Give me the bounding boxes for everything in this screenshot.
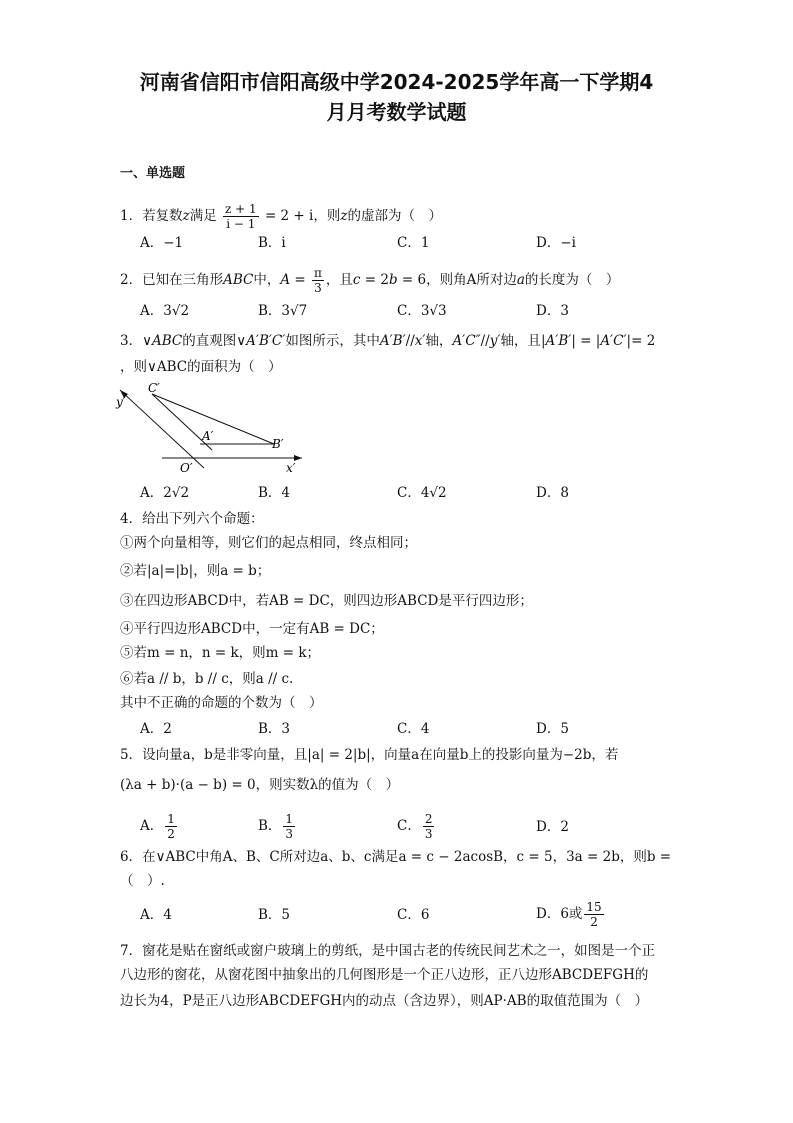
question-1: 1．若复数z满足 $\frac{z + 1}{i - 1}$ = 2 + i，则z的虚部为（ ） [120, 202, 442, 231]
q6-option-b: B．5 [258, 907, 291, 923]
q4-option-d: D．5 [536, 721, 569, 737]
q4-item-2: ②若|a|=|b|，则a = b； [120, 563, 271, 579]
label-c-prime: C′ [148, 381, 160, 395]
question-6-line-1: 6．在∨ABC中角A、B、C所对边a、b、c满足a = c − 2acosB，c = 5，3a = 2b，则b = [120, 849, 672, 865]
question-5-line-1: 5．设向量a，b是非零向量，且|a| = 2|b|，向量a在向量b上的投影向量为−2b，若 [120, 747, 619, 763]
question-7-line-3: 边长为4，P是正八边形ABCDEFGH内的动点（含边界），则AP·AB的取值范围为（ ） [120, 993, 649, 1009]
q2-option-d: D．3 [536, 303, 569, 319]
q4-option-b: B．3 [258, 721, 291, 737]
q4-option-a: A．2 [140, 721, 172, 737]
question-2: 2．已知在三角形ABC中，A = $\frac{\pi}{3}$ ，且c = 2b = 6，则角A所对边a的长度为（ ） [120, 266, 620, 295]
page-title-line-2: 月月考数学试题 [326, 100, 467, 124]
q1-option-a: A．−1 [140, 235, 184, 251]
question-4-stem: 4．给出下列六个命题： [120, 511, 264, 527]
question-6-line-2: （ ）. [120, 873, 165, 889]
q4-option-c: C．4 [397, 721, 430, 737]
label-o-prime: O′ [180, 461, 193, 475]
q3-option-d: D．8 [536, 485, 569, 501]
question-7-line-1: 7．窗花是贴在窗纸或窗户玻璃上的剪纸，是中国古老的传统民间艺术之一，如图是一个正 [120, 943, 656, 959]
q5-option-b: B． $\frac{1}{3}$ [258, 812, 294, 841]
q4-item-6: ⑥若a // b，b // c，则a // c. [120, 671, 294, 687]
q5-option-a: A． $\frac{1}{2}$ [140, 812, 175, 841]
q4-item-3: ③在四边形ABCD中，若AB = DC，则四边形ABCD是平行四边形； [120, 593, 533, 609]
q1-option-d: D．−i [536, 235, 576, 251]
q3-figure [112, 380, 312, 480]
q4-ask: 其中不正确的命题的个数为（ ） [120, 695, 323, 711]
q2-option-c: C．3√3 [397, 303, 447, 319]
q4-item-5: ⑤若m = n，n = k，则m = k； [120, 645, 321, 661]
section-heading: 一、单选题 [120, 166, 186, 181]
q2-option-a: A．3√2 [140, 303, 190, 319]
q6-option-d: D．6或 $\frac{15}{2}$ [536, 900, 602, 929]
q1-option-c: C．1 [397, 235, 430, 251]
q3-option-b: B．4 [258, 485, 291, 501]
q2-option-b: B．3√7 [258, 303, 308, 319]
q1-option-b: B．i [258, 235, 286, 251]
q3-option-c: C．4√2 [397, 485, 447, 501]
q4-item-1: ①两个向量相等，则它们的起点相同，终点相同； [120, 535, 417, 551]
q5-option-c: C． $\frac{2}{3}$ [397, 812, 433, 841]
q4-item-4: ④平行四边形ABCD中，一定有AB = DC； [120, 621, 384, 637]
label-a-prime: A′ [202, 429, 214, 443]
q3-option-a: A．2√2 [140, 485, 190, 501]
question-3-line-2: ，则∨ABC的面积为（ ） [120, 359, 282, 375]
q6-option-a: A．4 [140, 907, 172, 923]
q5-option-d: D．2 [536, 819, 569, 835]
question-5-line-2: (λa + b)·(a − b) = 0，则实数λ的值为（ ） [120, 777, 400, 793]
label-x-prime: x′ [286, 461, 296, 475]
question-7-line-2: 八边形的窗花，从窗花图中抽象出的几何图形是一个正八边形，正八边形ABCDEFGH的 [120, 967, 649, 983]
label-y-prime: y′ [116, 395, 126, 409]
fraction: $\frac{\pi}{3}$ [314, 266, 322, 295]
label-b-prime: B′ [272, 437, 284, 451]
fraction: $\frac{z + 1}{i - 1}$ [225, 202, 257, 231]
question-3-line-1: 3．∨ABC的直观图∨A′B′C′如图所示，其中A′B′//x′轴，A′C″//y′轴，且|A′B′| = |A′C′|= 2 [120, 333, 656, 349]
q6-option-c: C．6 [397, 907, 430, 923]
page-title-line-1: 河南省信阳市信阳高级中学2024-2025学年高一下学期4 [139, 70, 654, 94]
